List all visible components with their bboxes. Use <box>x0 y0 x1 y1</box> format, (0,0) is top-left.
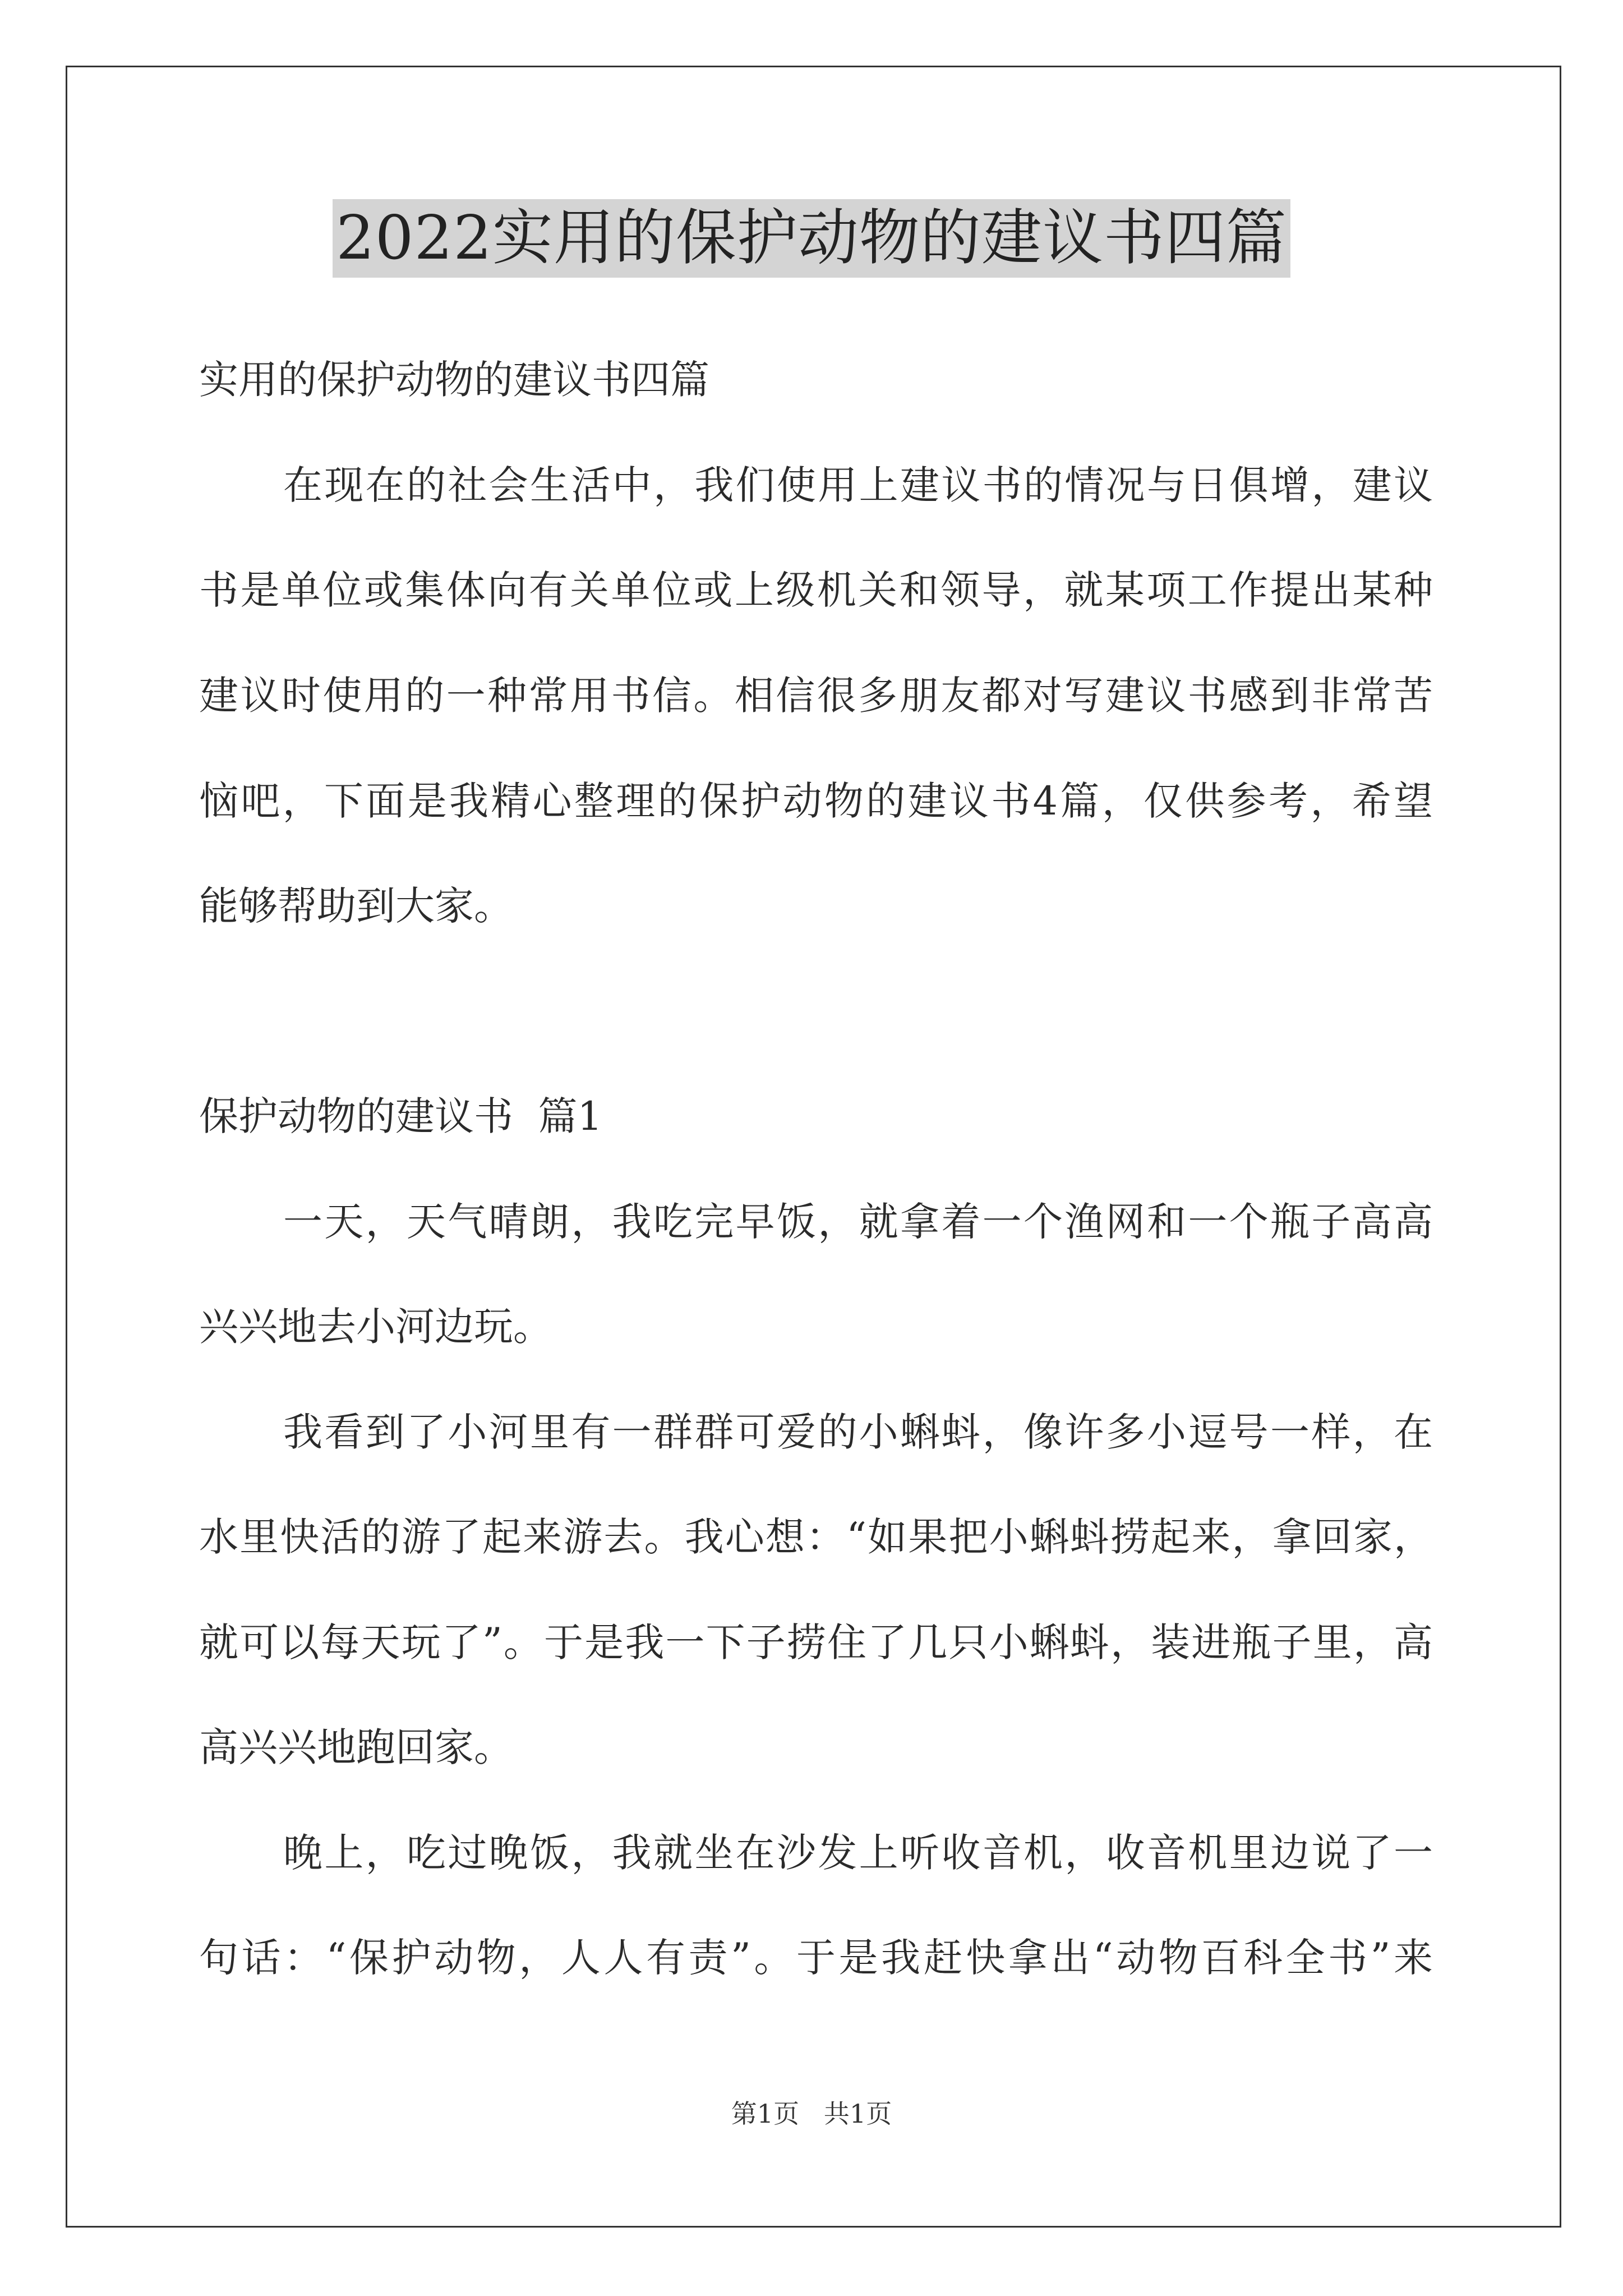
body-line-3: 我看到了小河里有一群群可爱的小蝌蚪，像许多小逗号一样，在 <box>283 1409 1433 1455</box>
body-line-6: 高兴兴地跑回家。 <box>199 1724 513 1770</box>
intro-line-5: 能够帮助到大家。 <box>199 883 513 929</box>
intro-line-2: 书是单位或集体向有关单位或上级机关和领导，就某项工作提出某种 <box>199 567 1433 613</box>
body-line-5: 就可以每天玩了”。于是我一下子捞住了几只小蝌蚪，装进瓶子里，高 <box>199 1619 1433 1665</box>
body-line-2: 兴兴地去小河边玩。 <box>199 1304 552 1350</box>
title-container <box>0 199 1623 278</box>
intro-line-3: 建议时使用的一种常用书信。相信很多朋友都对写建议书感到非常苦 <box>199 673 1433 719</box>
document-title: 2022实用的保护动物的建议书四篇 <box>333 199 1290 278</box>
page-footer: 第1页 共1页 <box>731 2099 892 2129</box>
body-line-1: 一天，天气晴朗，我吃完早饭，就拿着一个渔网和一个瓶子高高 <box>283 1199 1433 1245</box>
body-line-7: 晚上，吃过晚饭，我就坐在沙发上听收音机，收音机里边说了一 <box>283 1830 1433 1876</box>
body-line-8: 句话：“保护动物，人人有责”。于是我赶快拿出“动物百科全书”来 <box>199 1935 1433 1981</box>
intro-line-1: 在现在的社会生活中，我们使用上建议书的情况与日俱增，建议 <box>283 462 1433 508</box>
intro-line-4: 恼吧，下面是我精心整理的保护动物的建议书4篇，仅供参考，希望 <box>199 778 1433 824</box>
body-line-4: 水里快活的游了起来游去。我心想：“如果把小蝌蚪捞起来，拿回家， <box>199 1514 1433 1560</box>
document-subtitle: 实用的保护动物的建议书四篇 <box>199 357 709 403</box>
section-heading: 保护动物的建议书 篇1 <box>199 1093 603 1139</box>
